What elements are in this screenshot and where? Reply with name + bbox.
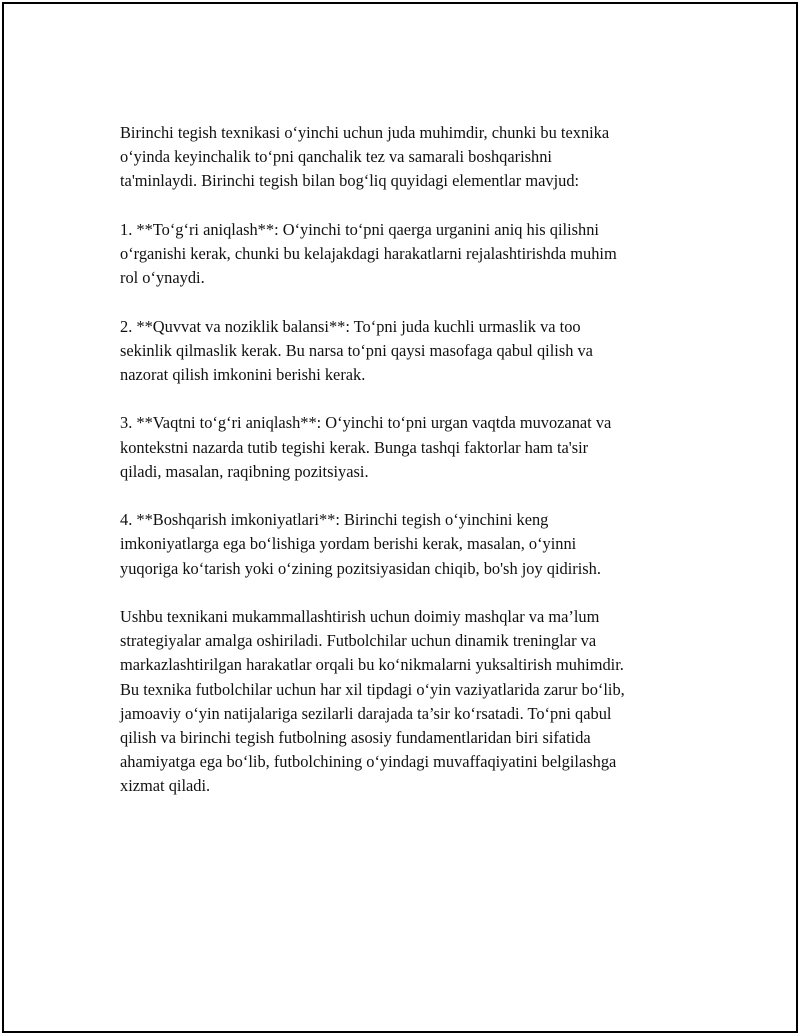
conclusion-paragraph: Ushbu texnikani mukammallashtirish uchun doimiy mashqlar va ma’lum strategiyalar amalga oshiriladi. Futbolchilar uchun dinamik treninglar va markazlashtirilgan harakatlar orqali bu ko‘nikmalarni yuksaltirish muhimdir. Bu texnika futbolchilar uchun har xil tipdagi o‘yin vaziyatlarida zarur bo‘lib, jamoaviy o‘yin natijalariga sezilarli darajada ta’sir ko‘rsatadi. To‘pni qabul qilish va birinchi tegish futbolning asosiy fundamentlaridan biri sifatida ahamiyatga ega bo‘lib, futbolchining o‘yindagi muvaffaqiyatini belgilashga xizmat qiladi. [120,606,625,796]
list-item-3: 3. **Vaqtni to‘g‘ri aniqlash**: O‘yinchi to‘pni urgan vaqtda muvozanat va kontekstni nazarda tutib tegishi kerak. Bunga tashqi faktorlar ham ta'sir qiladi, masalan, raqibning pozitsiyasi. [120,413,612,481]
document-body [120,121,700,823]
list-item-1: 1. **To‘g‘ri aniqlash**: O‘yinchi to‘pni qaerga urganini aniq his qilishni o‘rganishi kerak, chunki bu kelajakdagi harakatlarni rejalashtirishda muhim rol o‘ynaydi. [120,219,617,288]
intro-paragraph: Birinchi tegish texnikasi o‘yinchi uchun juda muhimdir, chunki bu texnika o‘yinda keyinchalik to‘pni qanchalik tez va samarali boshqarishni ta'minlaydi. Birinchi tegish bilan bog‘liq quyidagi elementlar mavjud: [120,123,610,191]
list-item-4: 4. **Boshqarish imkoniyatlari**: Birinchi tegish o‘yinchini keng imkoniyatlarga ega bo‘lishiga yordam berishi kerak, masalan, o‘yinni yuqoriga ko‘tarish yoki o‘zining pozitsiyasidan chiqib, bo'sh joy qidirish. [120,510,601,578]
page-frame [2,2,798,1033]
list-item-2: 2. **Quvvat va noziklik balansi**: To‘pni juda kuchli urmaslik va too sekinlik qilmaslik kerak. Bu narsa to‘pni qaysi masofaga qabul qilish va nazorat qilish imkonini berishi kerak. [120,316,593,384]
